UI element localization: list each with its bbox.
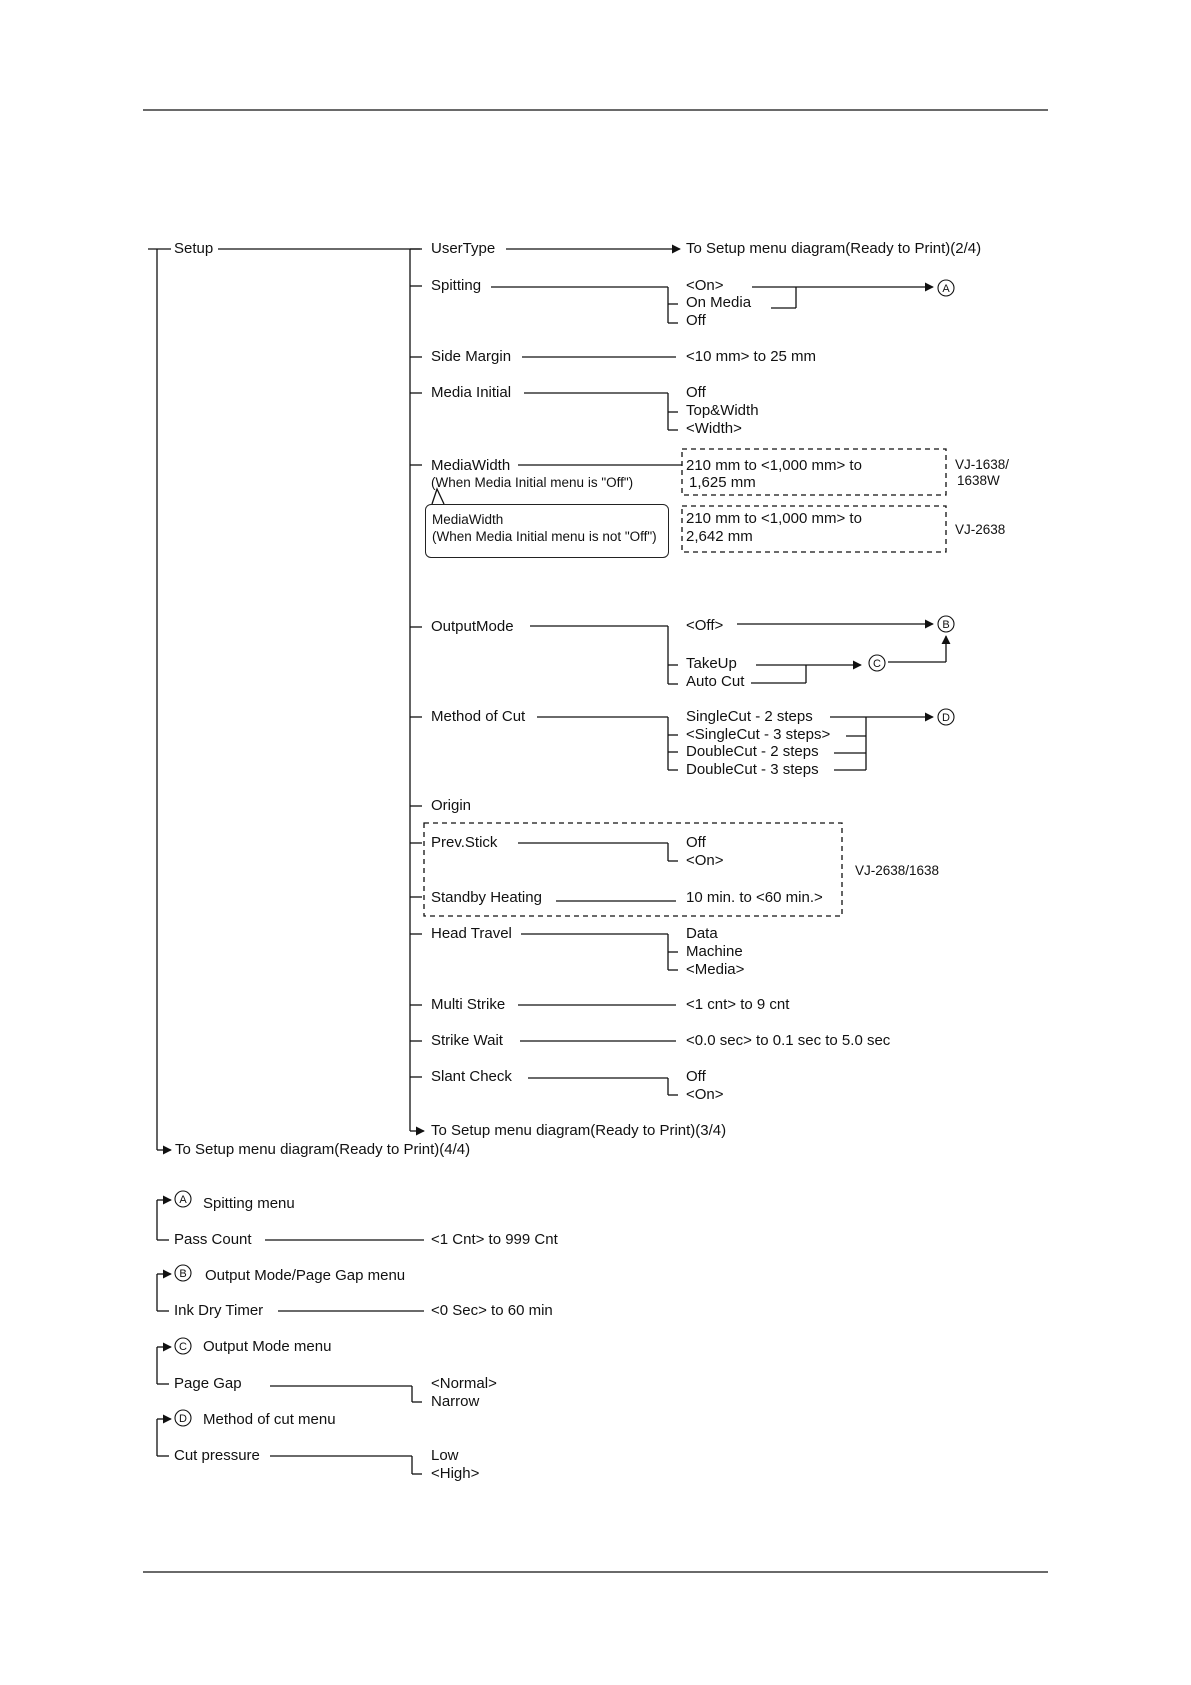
media-initial-option: <Width> (686, 420, 742, 437)
output-mode-label: OutputMode (431, 618, 514, 635)
media-width-range-1638: 210 mm to <1,000 mm> to (686, 457, 862, 474)
media-width-note: (When Media Initial menu is "Off") (431, 475, 634, 490)
standby-heating-value: 10 min. to <60 min.> (686, 889, 823, 906)
head-travel-option: Data (686, 925, 718, 942)
submenu-marker-d: D (179, 1413, 187, 1425)
method-of-cut-label: Method of Cut (431, 708, 526, 725)
media-initial-option: Top&Width (686, 402, 759, 419)
submenu-a-title: Spitting menu (203, 1195, 295, 1212)
marker-a: A (942, 283, 950, 295)
slant-check-option: <On> (686, 1086, 724, 1103)
spitting-label: Spitting (431, 277, 482, 294)
model-1638-label-2: 1638W (957, 473, 1000, 488)
spitting-option: <On> (686, 277, 724, 294)
multi-strike-label: Multi Strike (431, 996, 506, 1013)
submenu-c-title: Output Mode menu (203, 1338, 332, 1355)
slant-check-option: Off (686, 1068, 706, 1085)
media-width-range-2638: 210 mm to <1,000 mm> to (686, 510, 862, 527)
strike-wait-value: <0.0 sec> to 0.1 sec to 5.0 sec (686, 1032, 891, 1049)
cut-pressure-option: <High> (431, 1465, 480, 1482)
spitting-option: On Media (686, 294, 752, 311)
usertype-target-link[interactable]: To Setup menu diagram(Ready to Print)(2/4) (686, 240, 982, 257)
ink-dry-timer-value: <0 Sec> to 60 min (431, 1302, 553, 1319)
cut-pressure-label: Cut pressure (174, 1447, 260, 1464)
submenu-marker-c: C (179, 1341, 187, 1353)
head-travel-option: <Media> (686, 961, 745, 978)
marker-b: B (942, 619, 950, 631)
output-mode-option: TakeUp (686, 655, 737, 672)
callout-condition: (When Media Initial menu is not "Off") (432, 529, 657, 544)
media-initial-option: Off (686, 384, 706, 401)
prev-stick-option: Off (686, 834, 706, 851)
usertype-label: UserType (431, 240, 496, 257)
method-of-cut-option: <SingleCut - 3 steps> (686, 726, 831, 743)
method-of-cut-option: DoubleCut - 2 steps (686, 743, 819, 760)
output-mode-option: <Off> (686, 617, 724, 634)
prev-stick-option: <On> (686, 852, 724, 869)
marker-c: C (873, 658, 881, 670)
side-margin-label: Side Margin (431, 348, 512, 365)
multi-strike-value: <1 cnt> to 9 cnt (686, 996, 790, 1013)
submenu-marker-b: B (179, 1268, 187, 1280)
spitting-option: Off (686, 312, 706, 329)
media-width-range-1638-end: 1,625 mm (689, 474, 756, 491)
head-travel-label: Head Travel (431, 925, 512, 942)
method-of-cut-option: DoubleCut - 3 steps (686, 761, 819, 778)
output-mode-option: Auto Cut (686, 673, 745, 690)
model-2638-label: VJ-2638 (955, 522, 1006, 537)
model-1638-label: VJ-1638/ (955, 457, 1010, 472)
page-gap-label: Page Gap (174, 1375, 242, 1392)
origin-label: Origin (431, 797, 472, 814)
page-gap-option: <Normal> (431, 1375, 497, 1392)
submenu-b-title: Output Mode/Page Gap menu (205, 1267, 406, 1284)
media-width-range-2638-end: 2,642 mm (686, 528, 753, 545)
setup-4-4-link[interactable]: To Setup menu diagram(Ready to Print)(4/4) (175, 1141, 471, 1158)
slant-check-label: Slant Check (431, 1068, 512, 1085)
method-of-cut-option: SingleCut - 2 steps (686, 708, 813, 725)
pass-count-value: <1 Cnt> to 999 Cnt (431, 1231, 558, 1248)
cut-pressure-option: Low (431, 1447, 459, 1464)
submenu-d-title: Method of cut menu (203, 1411, 336, 1428)
side-margin-value: <10 mm> to 25 mm (686, 348, 817, 365)
setup-3-4-link[interactable]: To Setup menu diagram(Ready to Print)(3/4) (431, 1122, 727, 1139)
callout-title: MediaWidth (432, 512, 504, 527)
media-width-label: MediaWidth (431, 457, 511, 474)
marker-d: D (942, 712, 950, 724)
models-note: VJ-2638/1638 (855, 863, 940, 878)
media-width-callout (425, 504, 669, 558)
ink-dry-timer-label: Ink Dry Timer (174, 1302, 264, 1319)
media-initial-label: Media Initial (431, 384, 512, 401)
head-travel-option: Machine (686, 943, 743, 960)
page-gap-option: Narrow (431, 1393, 480, 1410)
standby-heating-label: Standby Heating (431, 889, 542, 906)
prev-stick-label: Prev.Stick (431, 834, 498, 851)
setup-root-label: Setup (174, 240, 214, 257)
submenu-marker-a: A (179, 1194, 187, 1206)
strike-wait-label: Strike Wait (431, 1032, 503, 1049)
pass-count-label: Pass Count (174, 1231, 252, 1248)
